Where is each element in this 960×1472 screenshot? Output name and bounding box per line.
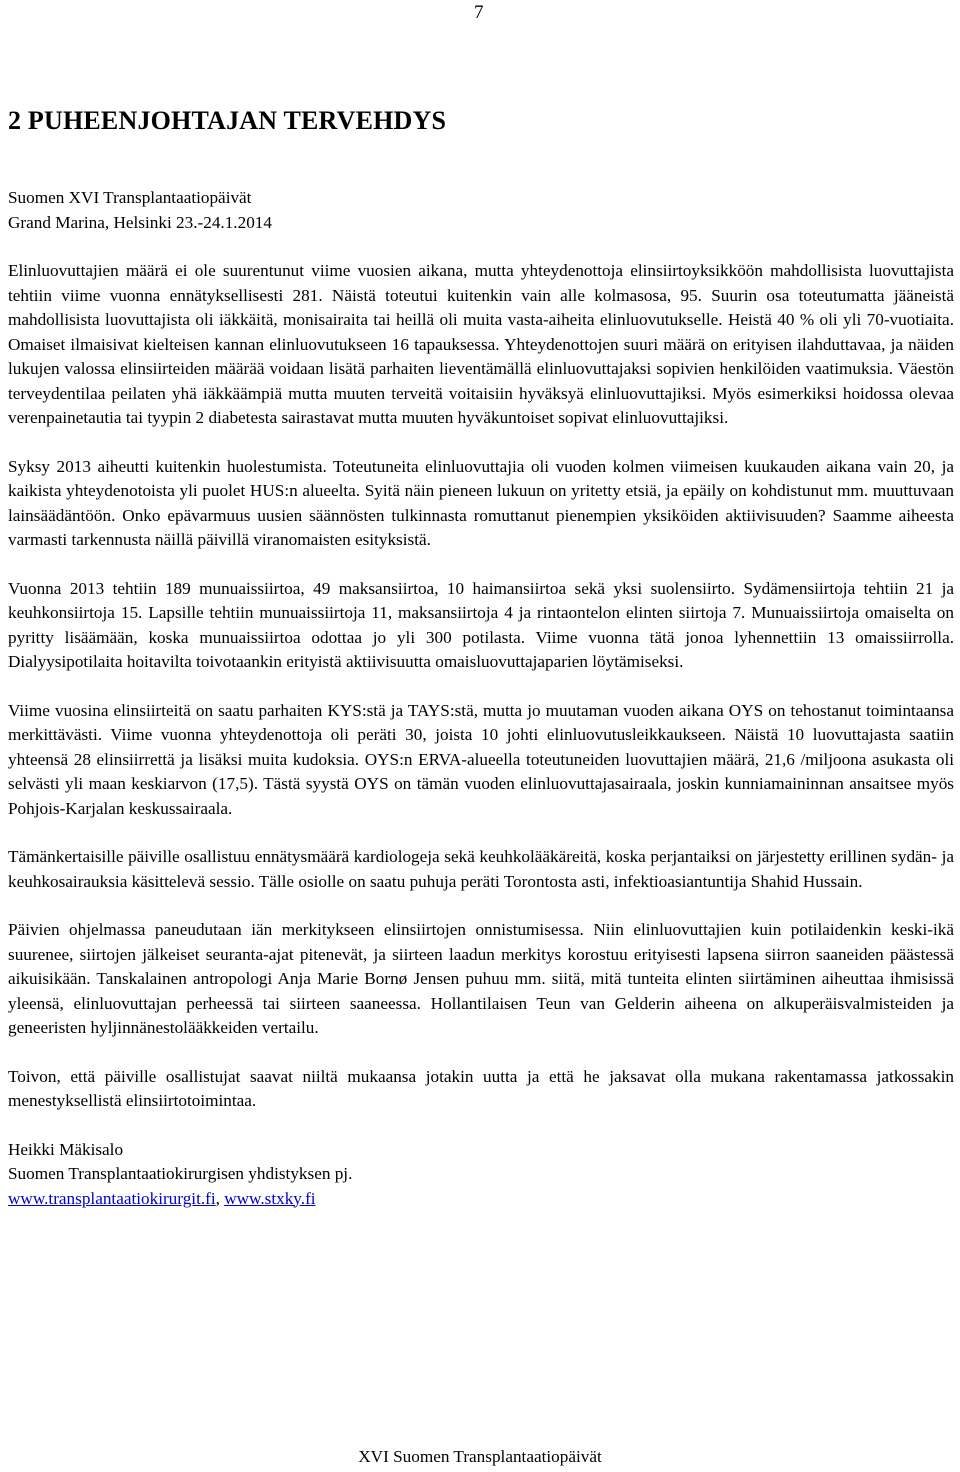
link-transplantaatiokirurgit[interactable]: www.transplantaatiokirurgit.fi [8, 1188, 216, 1208]
signature-block [8, 1138, 954, 1212]
paragraph-cardiology-session: Tämänkertaisille päiville osallistuu ennätysmäärä kardiologeja sekä keuhkolääkäreitä, koska perjantaiksi on järjestetty erillinen sydän- ja keuhkosairauksia käsittelevä sessio. Tälle osiolle on saatu puhuja peräti Torontosta asti, infektioasiantuntija Shahid Hussain. [8, 847, 954, 891]
paragraph-donor-numbers: Elinluovuttajien määrä ei ole suurentunut viime vuosien aikana, mutta yhteydenottoja elinsiirtoyksikköön mahdollisista luovuttajista tehtiin viime vuonna ennätyksellisesti 281. Näistä toteutui kuitenkin vain alle kolmasosa, 95. Suurin osa toteutumatta jääneistä mahdollisista luovuttajista oli iäkkäitä, monisairaita tai heillä oli muita vasta-aiheita elinluovutukselle. Heistä 40 % oli yli 70-vuotiaita. Omaiset ilmaisivat kielteisen kannan elinluovutukseen 16 tapauksessa. Yhteydenottojen suuri määrä on erityisen ilahduttavaa, ja näiden lukujen valossa elinsiirteiden määrää voidaan lisätä parhaiten lieventämällä elinluovuttajaksi sopivien henkilöiden vaatimuksia. Väestön terveydentilaa peilaten yhä iäkkäämpiä mutta muuten terveitä voitaisiin hyväksyä elinluovuttajiksi. Myös esimerkiksi hoidossa olevaa verenpainetautia tai tyypin 2 diabetesta sairastavat mutta muuten hyväkuntoiset sopivat elinluovuttajiksi. [8, 261, 954, 427]
signature-links [8, 1187, 954, 1212]
event-place-date: Grand Marina, Helsinki 23.-24.1.2014 [8, 212, 272, 232]
page-footer: XVI Suomen Transplantaatiopäivät [358, 1447, 602, 1466]
signer-name: Heikki Mäkisalo [8, 1139, 124, 1159]
document-body [8, 104, 954, 1211]
link-stxky[interactable]: www.stxky.fi [224, 1188, 316, 1208]
paragraph-program-age: Päivien ohjelmassa paneudutaan iän merkitykseen elinsiirtojen onnistumisessa. Niin elinluovuttajien kuin potilaidenkin keski-ikä suurenee, siirtojen jälkeiset seuranta-ajat pitenevät, ja siirteen laadun merkitys korostuu erityisesti lapsena siirron saaneiden päästessä aikuisikään. Tanskalainen antropologi Anja Marie Bornø Jensen puhuu mm. siitä, mitä tunteita elinten siirtäminen aiheuttaa ihmisissä yleensä, elinluovuttajan perheessä tai siirteen saaneessa. Hollantilaisen Teun van Gelderin aiheena on alkuperäisvalmisteiden ja geneeristen hyljinnänestolääkkeiden vertailu. [8, 920, 954, 1037]
section-heading: 2 PUHEENJOHTAJAN TERVEHDYS [8, 106, 447, 135]
paragraph-closing: Toivon, että päiville osallistujat saavat niiltä mukaansa jotakin uutta ja että he jaksavat olla mukana rakentamassa jatkossakin menestyksellistä elinsiirtotoimintaa. [8, 1066, 954, 1110]
link-separator: , [215, 1188, 225, 1208]
paragraph-regional-hospitals: Viime vuosina elinsiirteitä on saatu parhaiten KYS:stä ja TAYS:stä, mutta jo muutaman vuoden aikana OYS on tehostanut toimintaansa merkittävästi. Viime vuonna yhteydenottoja oli peräti 30, joista 10 johti elinluovutusleikkaukseen. Näistä 10 luovuttajasta saatiin yhteensä 28 elinsiirrettä ja lisäksi muita kudoksia. OYS:n ERVA-alueella toteutuneiden luovuttajien määrä, 21,6 /miljoona asukasta oli selvästi yli maan keskiarvon (17,5). Tästä syystä OYS on tämän vuoden elinluovuttajasairaala, joskin kunniamaininnan ansaitsee myös Pohjois-Karjalan keskussairaala. [8, 700, 954, 818]
signer-role: Suomen Transplantaatiokirurgisen yhdistyksen pj. [8, 1164, 353, 1183]
page-number: 7 [474, 2, 484, 23]
event-name: Suomen XVI Transplantaatiopäivät [8, 188, 252, 207]
event-info [8, 186, 954, 235]
paragraph-transplant-statistics: Vuonna 2013 tehtiin 189 munuaissiirtoa, 49 maksansiirtoa, 10 haimansiirtoa sekä yksi suolensiirto. Sydämensiirtoja tehtiin 21 ja keuhkonsiirtoja 15. Lapsille tehtiin munuaissiirtoja 11, maksansiirtoja 4 ja rintaontelon elinten siirtoja 7. Munuaissiirtoja omaiselta on pyritty lisäämään, koska munuaissiirtoa odottaa jo yli 300 potilasta. Viime vuonna tätä jonoa lyhennettiin 13 omaissiirrolla. Dialyysipotilaita hoitavilta toivotaankin erityistä aktiivisuutta omaisluovuttajaparien löytämiseksi. [8, 578, 954, 671]
paragraph-autumn-2013: Syksy 2013 aiheutti kuitenkin huolestumista. Toteutuneita elinluovuttajia oli vuoden kolmen viimeisen kuukauden aikana vain 20, ja kaikista yhteydenotoista yli puolet HUS:n alueelta. Syitä näin pieneen lukuun on yritetty etsiä, ja epäily on kohdistunut mm. muuttuvaan lainsäädäntöön. Onko epävarmuus uusien säännösten tulkinnasta romuttanut pienempien yksiköiden aktiivisuuden? Saamme aiheesta varmasti tarkennusta näillä päivillä viranomaisten esityksistä. [8, 456, 954, 549]
